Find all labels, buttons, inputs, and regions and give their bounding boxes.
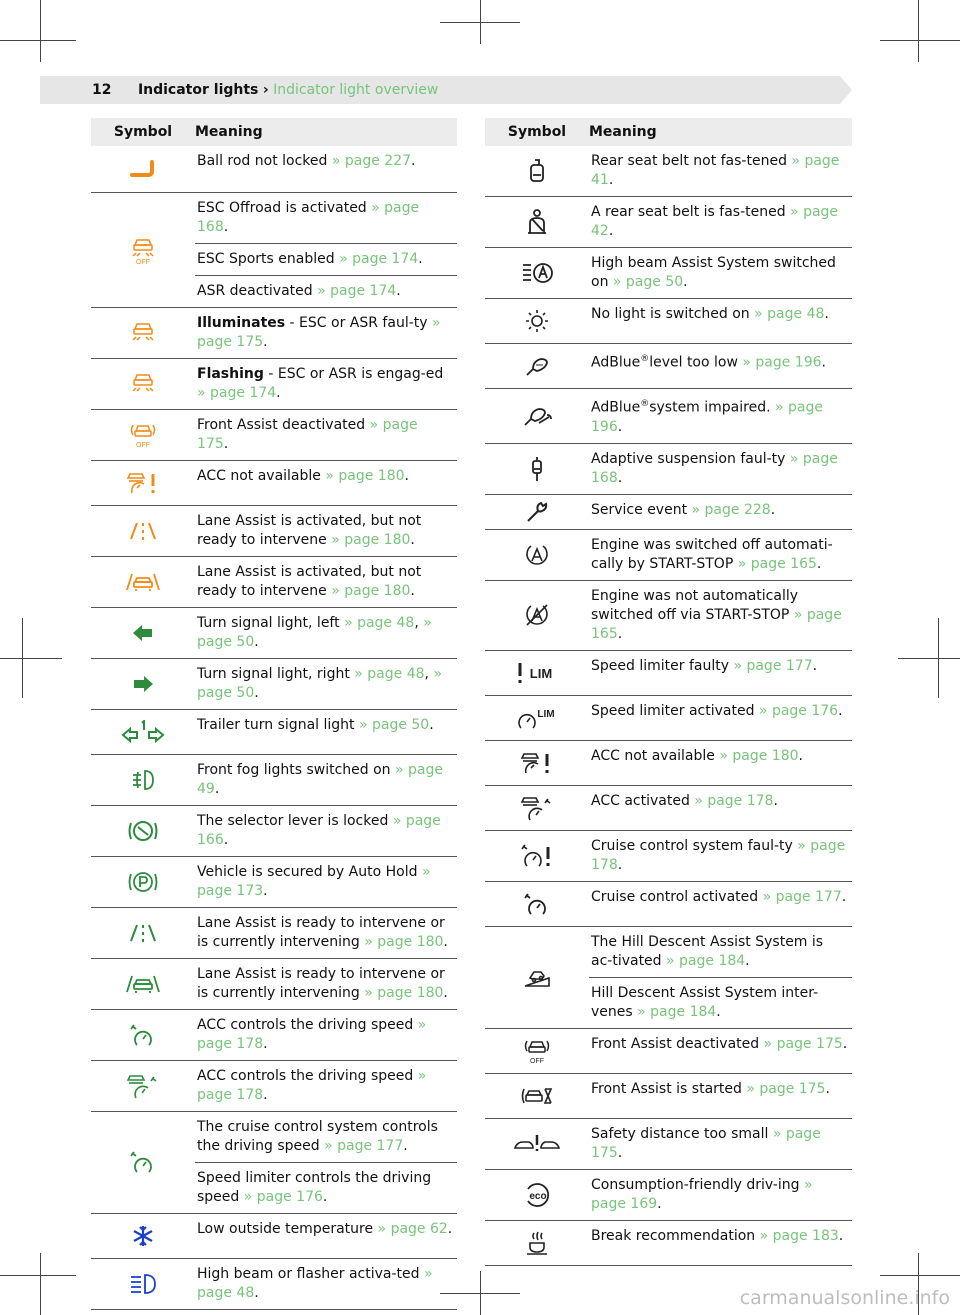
ball-rod-icon xyxy=(130,158,156,180)
list-item: High beam Assist System switched on » page 50. xyxy=(589,248,852,299)
crop-mark xyxy=(480,1271,481,1315)
table-row xyxy=(485,494,852,529)
crop-mark xyxy=(40,1253,41,1315)
list-item: ACC controls the driving speed » page 178. xyxy=(195,1060,457,1111)
list-item: Turn signal light, left » page 48, » page 50. xyxy=(195,607,457,658)
list-item: Service event » page 228. xyxy=(589,494,852,529)
rear-belt-icon xyxy=(527,158,547,184)
esc-icon xyxy=(130,321,156,345)
list-item: Lane Assist is activated, but not ready to intervene » page 180. xyxy=(195,505,457,556)
table-row xyxy=(485,529,852,580)
lane-assist-car-icon xyxy=(123,570,163,594)
column-header-meaning: Meaning xyxy=(589,118,852,146)
auto-hold-icon xyxy=(128,869,158,895)
list-item: Speed limiter controls the driving speed » page 176. xyxy=(195,1162,457,1213)
hill-descent-icon xyxy=(522,964,552,990)
column-header-symbol: Symbol xyxy=(485,118,589,146)
table-row xyxy=(91,1009,457,1060)
list-item: Lane Assist is ready to intervene or is currently intervening » page 180. xyxy=(195,907,457,958)
table-row xyxy=(485,695,852,740)
table-row xyxy=(485,881,852,926)
crop-mark xyxy=(880,1275,960,1276)
svg-text:LIM: LIM xyxy=(529,665,553,681)
list-item: Front Assist deactivated » page 175. xyxy=(195,409,457,460)
list-item: Safety distance too small » page 175. xyxy=(589,1118,852,1169)
table-row xyxy=(485,650,852,695)
distance-warning-icon xyxy=(513,1132,561,1156)
table-row xyxy=(485,389,852,444)
svg-text:OFF: OFF xyxy=(530,1057,544,1065)
list-item: Front fog lights switched on » page 49. xyxy=(195,754,457,805)
front-fog-icon xyxy=(129,768,157,792)
rear-belt-person-icon xyxy=(525,209,549,235)
turn-left-icon xyxy=(131,623,155,643)
list-item: Front Assist deactivated » page 175. xyxy=(589,1028,852,1073)
lane-assist-icon xyxy=(123,921,163,945)
subsection-title: Indicator light overview xyxy=(273,82,439,98)
table-header xyxy=(91,118,457,146)
acc-warning-icon xyxy=(126,470,160,496)
list-item: Flashing - ESC or ASR is engag-ed » page 174. xyxy=(195,358,457,409)
column-header-symbol: Symbol xyxy=(91,118,195,146)
list-item: The cruise control system controls the driving speed » page 177. xyxy=(195,1111,457,1162)
crop-mark xyxy=(898,658,960,659)
acc-icon xyxy=(128,1022,158,1048)
crop-mark xyxy=(0,40,76,41)
column-header-meaning: Meaning xyxy=(195,118,457,146)
table-row xyxy=(485,785,852,830)
trailer-turn-icon xyxy=(120,720,166,744)
crop-mark xyxy=(40,0,41,62)
table-row xyxy=(91,358,457,409)
table-header xyxy=(485,118,852,146)
cruise-control-icon xyxy=(128,1149,158,1175)
table-row xyxy=(485,1028,852,1073)
list-item: Engine was not automatically switched off via START-STOP » page 165. xyxy=(589,580,852,650)
lane-assist-icon xyxy=(123,519,163,543)
list-item: AdBlue®level too low » page 196. xyxy=(589,344,852,389)
list-item: Cruise control system faul-ty » page 178. xyxy=(589,830,852,881)
watermark: carmanualsonline.info xyxy=(739,1287,950,1309)
list-item: No light is switched on » page 48. xyxy=(589,299,852,344)
running-header xyxy=(92,80,438,100)
table-row xyxy=(485,1118,852,1169)
list-item: Trailer turn signal light » page 50. xyxy=(195,709,457,754)
list-item: Ball rod not locked » page 227. xyxy=(195,146,457,192)
list-item: Cruise control activated » page 177. xyxy=(589,881,852,926)
table-row xyxy=(485,1220,852,1265)
breadcrumb-separator: › xyxy=(262,82,269,98)
list-item: Engine was switched off automati-cally by START-STOP » page 165. xyxy=(589,529,852,580)
list-item: A rear seat belt is fas-tened » page 42. xyxy=(589,197,852,248)
list-item: Adaptive suspension faul-ty » page 168. xyxy=(589,443,852,494)
crop-mark xyxy=(918,0,919,62)
table-row xyxy=(91,1111,457,1162)
adblue-system-icon xyxy=(521,403,553,429)
start-stop-off-icon xyxy=(523,601,551,629)
snowflake-icon xyxy=(131,1224,155,1248)
list-item: Illuminates - ESC or ASR faul-ty » page 175. xyxy=(195,307,457,358)
crop-mark xyxy=(880,40,960,41)
crop-mark xyxy=(0,1275,76,1276)
table-row xyxy=(91,505,457,556)
table-row xyxy=(485,197,852,248)
table-row xyxy=(91,658,457,709)
table-row xyxy=(91,1060,457,1111)
section-title: Indicator lights xyxy=(137,82,259,98)
esc-flashing-icon xyxy=(130,372,156,396)
table-row xyxy=(485,740,852,785)
svg-text:LIM: LIM xyxy=(537,708,555,720)
cruise-warning-icon xyxy=(520,843,554,869)
table-row xyxy=(91,709,457,754)
acc-car-icon xyxy=(126,1072,160,1100)
page-number: 12 xyxy=(92,82,112,98)
high-beam-assist-icon xyxy=(519,260,555,286)
lim-icon xyxy=(515,704,559,732)
table-row xyxy=(485,299,852,344)
table-row xyxy=(91,907,457,958)
turn-right-icon xyxy=(131,674,155,694)
cruise-control-icon xyxy=(522,891,552,917)
coffee-cup-icon xyxy=(524,1229,550,1257)
list-item: ESC Offroad is activated » page 168. xyxy=(195,192,457,243)
selector-lever-icon xyxy=(128,818,158,844)
table-row xyxy=(485,443,852,494)
table-row xyxy=(485,1073,852,1118)
table-row xyxy=(485,146,852,197)
table-row xyxy=(91,409,457,460)
adblue-icon xyxy=(523,353,551,379)
list-item: ACC controls the driving speed » page 178. xyxy=(195,1009,457,1060)
lim-warning-icon xyxy=(515,660,559,686)
esc-off-icon xyxy=(130,235,156,265)
list-item: Rear seat belt not fas-tened » page 41. xyxy=(589,146,852,197)
table-row xyxy=(91,805,457,856)
table-row xyxy=(91,556,457,607)
crop-mark xyxy=(22,618,23,698)
list-item: Turn signal light, right » page 48, » page 50. xyxy=(195,658,457,709)
front-assist-off-icon xyxy=(522,1036,552,1066)
table-row xyxy=(91,146,457,192)
crop-mark xyxy=(0,658,62,659)
table-row xyxy=(485,580,852,650)
acc-car-icon xyxy=(520,794,554,822)
light-bulb-icon xyxy=(524,308,550,334)
table-row xyxy=(485,926,852,977)
list-item: Speed limiter activated » page 176. xyxy=(589,695,852,740)
high-beam-icon xyxy=(127,1272,159,1296)
table-row xyxy=(91,754,457,805)
svg-text:OFF: OFF xyxy=(136,441,150,449)
table-row xyxy=(91,1258,457,1309)
list-item: Consumption-friendly driv-ing » page 169. xyxy=(589,1169,852,1220)
table-row xyxy=(485,344,852,389)
list-item: Hill Descent Assist System inter-venes » page 184. xyxy=(589,977,852,1028)
list-item: High beam or flasher activa-ted » page 48. xyxy=(195,1258,457,1309)
table-row xyxy=(91,607,457,658)
list-item: ACC not available » page 180. xyxy=(195,460,457,505)
indicator-table-right xyxy=(485,118,852,1266)
list-item: Break recommendation » page 183. xyxy=(589,1220,852,1265)
list-item: Vehicle is secured by Auto Hold » page 173. xyxy=(195,856,457,907)
svg-text:OFF: OFF xyxy=(136,258,150,265)
crop-mark xyxy=(480,0,481,44)
table-row xyxy=(91,192,457,243)
acc-warning-icon xyxy=(520,750,554,776)
crop-mark xyxy=(938,618,939,698)
list-item: The Hill Descent Assist System is ac-tivated » page 184. xyxy=(589,926,852,977)
table-row xyxy=(91,307,457,358)
list-item: Lane Assist is ready to intervene or is currently intervening » page 180. xyxy=(195,958,457,1009)
lane-assist-car-icon xyxy=(123,972,163,996)
list-item: Front Assist is started » page 175. xyxy=(589,1073,852,1118)
list-item: Lane Assist is activated, but not ready to intervene » page 180. xyxy=(195,556,457,607)
wrench-icon xyxy=(524,499,550,525)
suspension-icon xyxy=(529,455,545,483)
list-item: ACC not available » page 180. xyxy=(589,740,852,785)
eco-icon xyxy=(522,1181,552,1209)
front-assist-off-icon xyxy=(128,420,158,450)
table-row xyxy=(91,856,457,907)
svg-text:eco: eco xyxy=(529,1190,547,1202)
list-item: AdBlue®system impaired. » page 196. xyxy=(589,389,852,444)
front-assist-started-icon xyxy=(520,1083,554,1109)
indicator-table-left xyxy=(91,118,457,1310)
list-item: ASR deactivated » page 174. xyxy=(195,275,457,307)
table-row xyxy=(485,248,852,299)
table-row xyxy=(91,460,457,505)
table-row xyxy=(91,958,457,1009)
list-item: ACC activated » page 178. xyxy=(589,785,852,830)
table-row xyxy=(485,1169,852,1220)
table-row xyxy=(91,1213,457,1258)
list-item: ESC Sports enabled » page 174. xyxy=(195,243,457,275)
table-row xyxy=(485,830,852,881)
list-item: Low outside temperature » page 62. xyxy=(195,1213,457,1258)
list-item: The selector lever is locked » page 166. xyxy=(195,805,457,856)
start-stop-icon xyxy=(523,541,551,569)
list-item: Speed limiter faulty » page 177. xyxy=(589,650,852,695)
